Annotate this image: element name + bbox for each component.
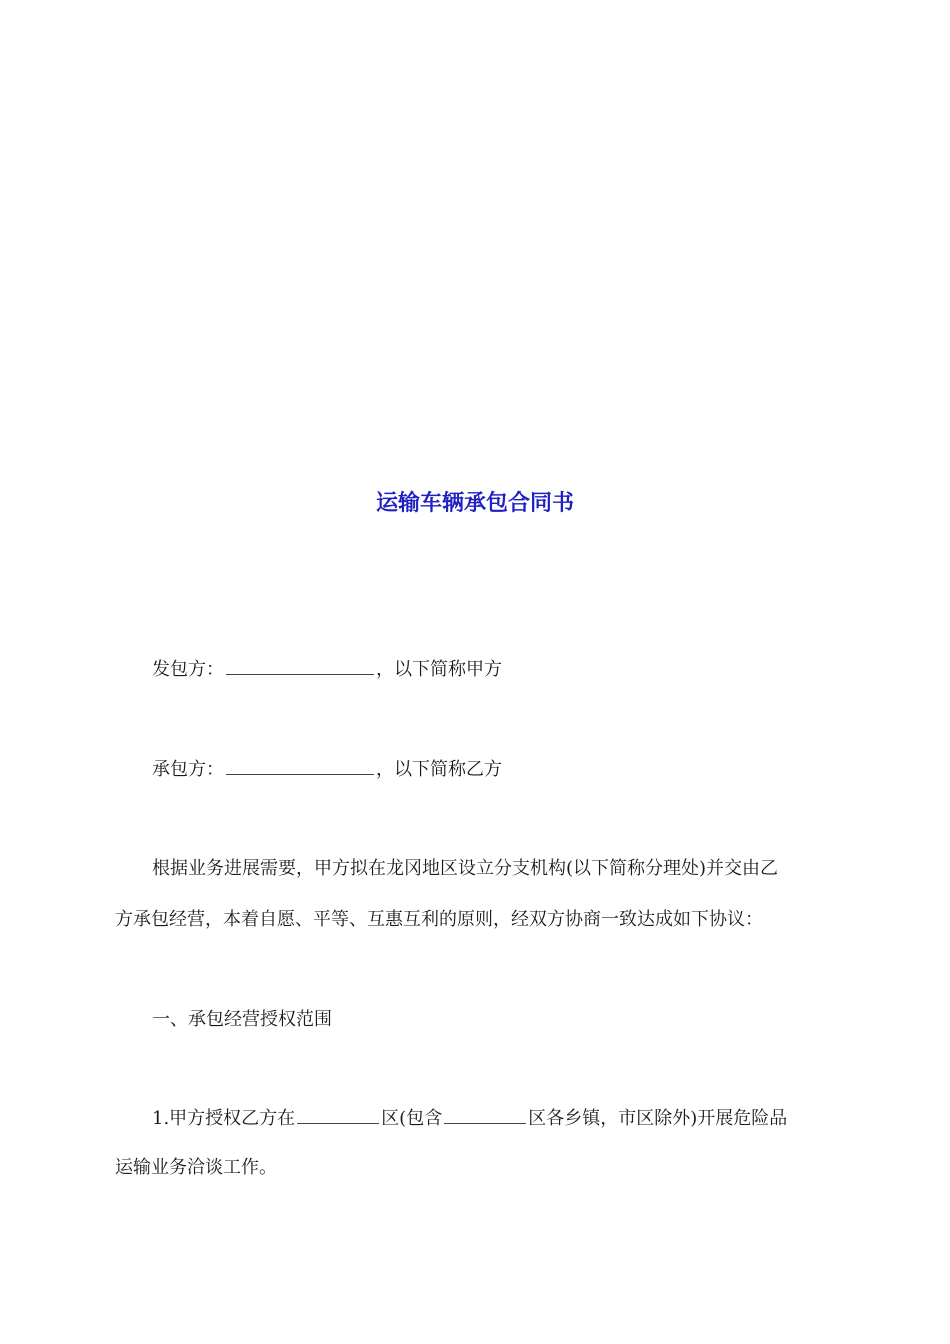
clause-1-line-2: 运输业务洽谈工作。 <box>115 1157 277 1178</box>
document-title: 运输车辆承包合同书 <box>375 490 574 516</box>
party-b-label: 承包方： <box>152 759 224 780</box>
intro-line-1: 根据业务进展需要，甲方拟在龙冈地区设立分支机构(以下简称分理处)并交由乙 <box>152 858 779 879</box>
party-a-label: 发包方： <box>152 659 224 680</box>
district-blank-2 <box>444 1105 526 1124</box>
party-a-blank <box>226 656 374 675</box>
clause-1-part-2: 区(包含 <box>381 1108 443 1129</box>
party-a-line <box>152 656 835 683</box>
clause-1-part-1: 1.甲方授权乙方在 <box>152 1108 296 1129</box>
clause-1-part-3: 区各乡镇，市区除外)开展危险品 <box>528 1108 788 1129</box>
party-b-line <box>152 756 835 783</box>
party-b-blank <box>226 756 374 775</box>
section-1-heading: 一、承包经营授权范围 <box>152 1009 332 1030</box>
party-a-suffix: ，以下简称甲方 <box>376 659 502 680</box>
intro-line-2: 方承包经营，本着自愿、平等、互惠互利的原则，经双方协商一致达成如下协议： <box>115 909 763 930</box>
clause-1-line-1 <box>152 1105 835 1132</box>
party-b-suffix: ，以下简称乙方 <box>376 759 502 780</box>
district-blank-1 <box>297 1105 379 1124</box>
